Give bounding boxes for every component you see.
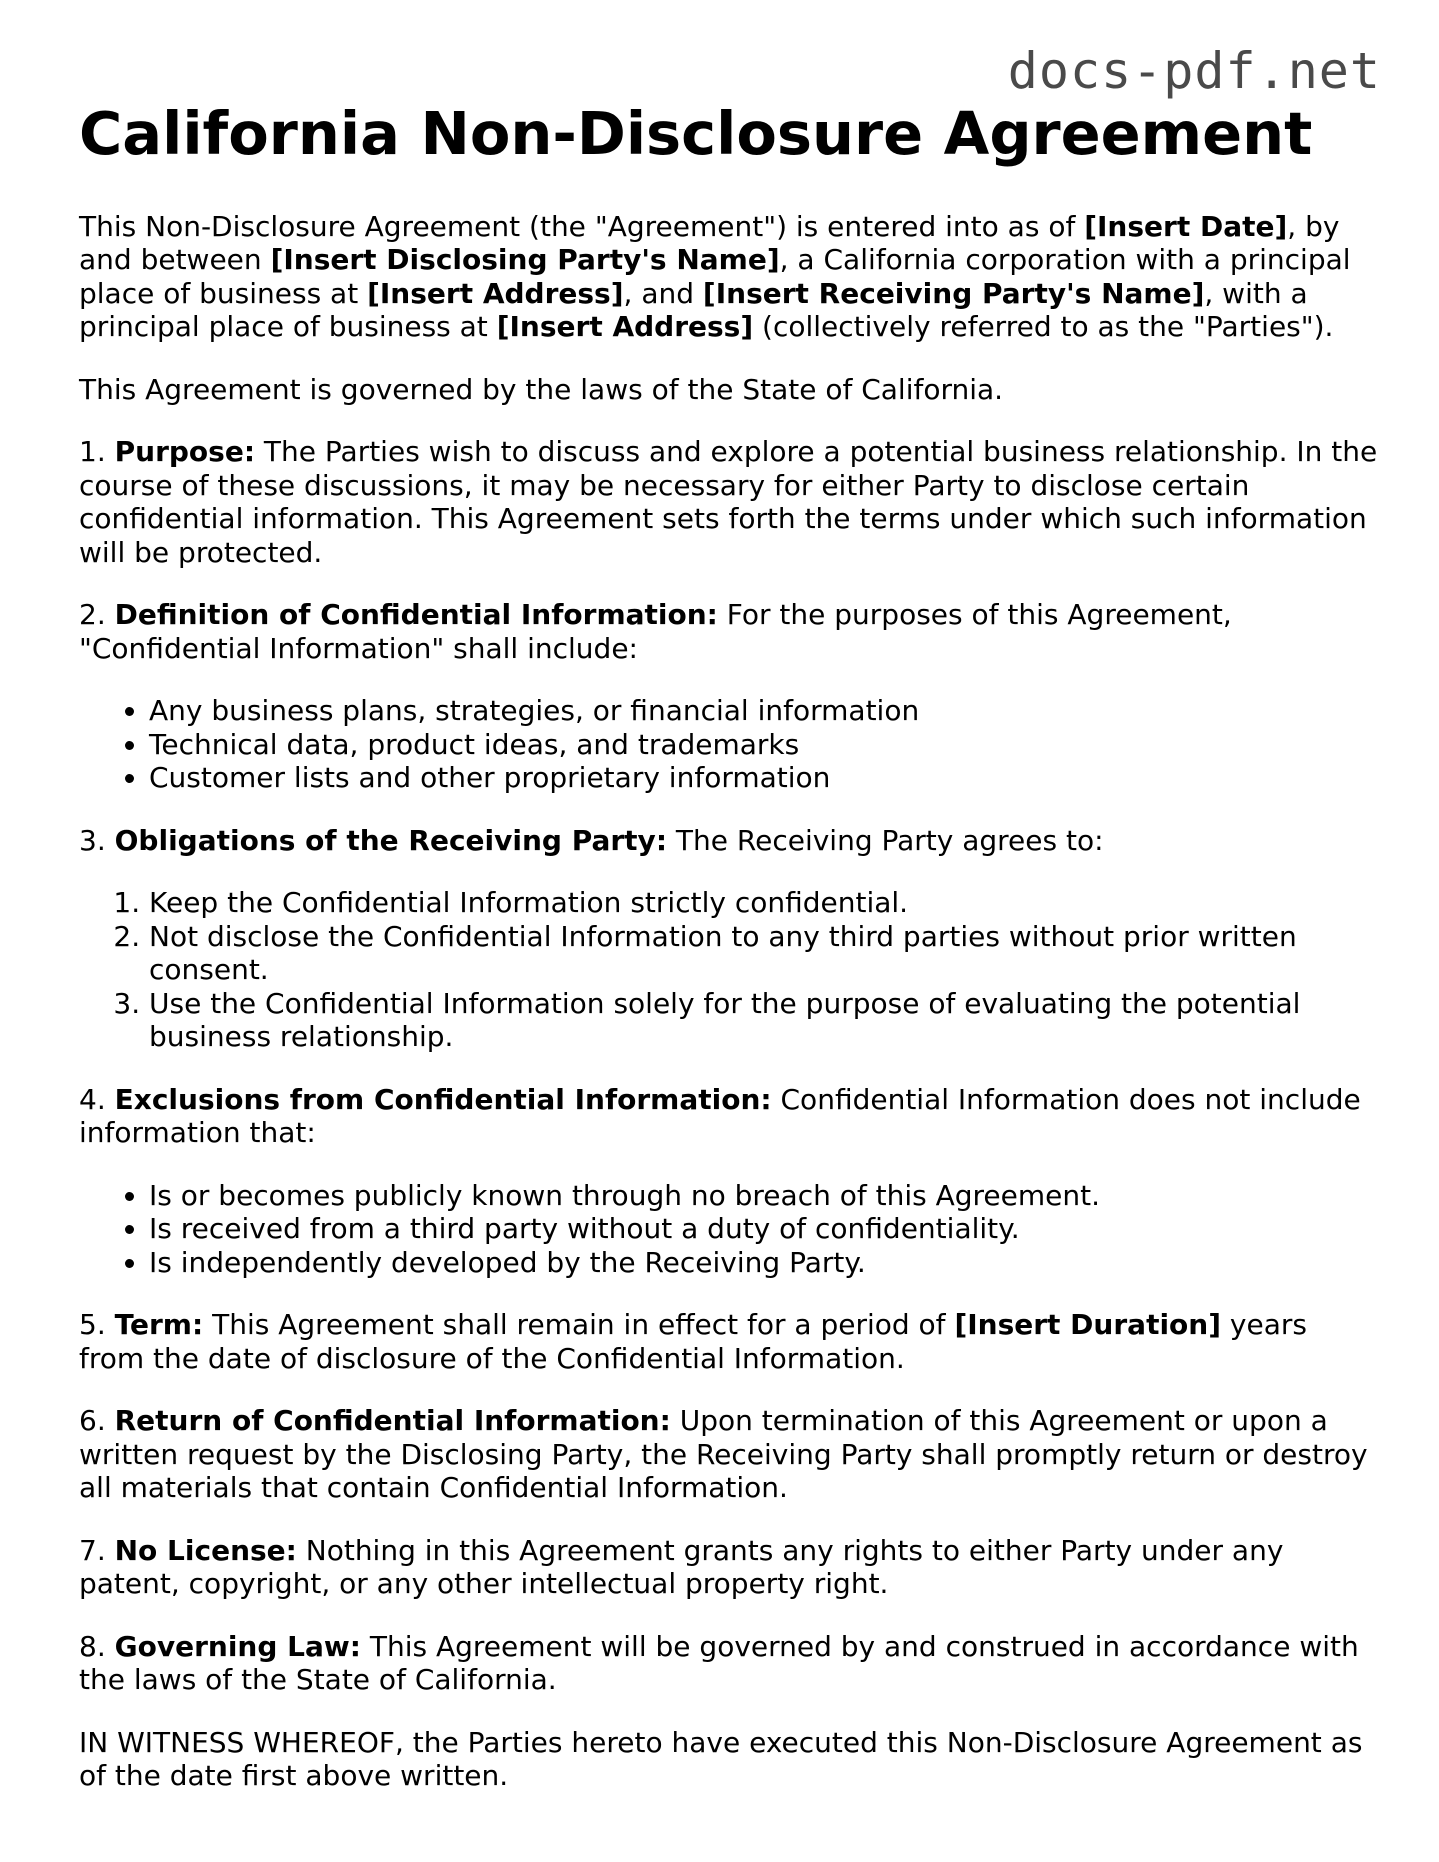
definition-list [79,694,1379,795]
section-number: 4. [79,1082,115,1116]
placeholder-disclosing-party-name: [Insert Disclosing Party's Name] [270,243,780,277]
section-heading: Governing Law: [114,1629,361,1663]
intro-text-3: , a California corporation with a principal place of business at [79,243,1351,310]
placeholder-address-2: [Insert Address] [496,310,754,344]
section-number: 3. [79,823,115,857]
section-number: 6. [79,1404,115,1438]
list-item: 3. Use the Confidential Information solely for the purpose of evaluating the potential business relationship. [149,987,1379,1054]
list-item: • Customer lists and other proprietary information [149,761,1379,795]
placeholder-date: [Insert Date] [1084,209,1288,243]
section-text: Nothing in this Agreement grants any rights to either Party under any patent, copyright, or any other intellectual property right. [79,1533,1284,1601]
section-exclusions [79,1083,1379,1150]
placeholder-address-1: [Insert Address] [367,276,624,310]
governed-paragraph: This Agreement is governed by the laws of the State of California. [79,372,1004,406]
list-item: • Any business plans, strategies, or financial information [149,694,1379,728]
section-text: The Parties wish to discuss and explore a potential business relationship. In the course of these discussions, it may be necessary for either Party to disclose certain confidential information. This Agreement sets forth the terms under which such information will be protected. [79,435,1378,569]
section-heading: Exclusions from Confidential Information: [114,1082,772,1116]
section-number: 1. [79,435,115,469]
placeholder-receiving-party-name: [Insert Receiving Party's Name] [702,276,1205,310]
section-number: 7. [79,1533,115,1567]
list-item: • Is or becomes publicly known through no breach of this Agreement. [149,1179,1379,1213]
section-text: Upon termination of this Agreement or upon a written request by the Disclosing Party, the Receiving Party shall promptly return or destroy all materials that contain Confidential Information. [79,1404,1368,1505]
watermark-text: docs-pdf.net [1007,42,1381,100]
section-no-license [79,1534,1379,1601]
exclusions-list [79,1179,1379,1280]
intro-text-6: (collectively referred to as the "Parties"). [753,310,1334,344]
section-text: Confidential Information does not include information that: [79,1082,1361,1150]
list-item: • Is independently developed by the Receiving Party. [149,1246,1379,1280]
section-definition [79,598,1379,665]
section-heading: Return of Confidential Information: [114,1404,671,1438]
list-item: 1. Keep the Confidential Information strictly confidential. [149,886,1379,920]
placeholder-duration: [Insert Duration] [954,1308,1222,1342]
section-text: For the purposes of this Agreement, "Confidential Information" shall include: [79,598,1232,665]
section-heading: No License: [114,1533,297,1567]
list-item: • Is received from a third party without a duty of confidentiality. [149,1212,1379,1246]
document-title: California Non-Disclosure Agreement [79,99,1313,168]
section-obligations [79,824,1379,858]
section-purpose [79,435,1379,569]
intro-paragraph [79,210,1379,344]
intro-text-2: , by and between [79,209,1340,277]
obligations-list [79,886,1379,1054]
section-number: 2. [79,598,115,632]
document-page [79,0,1379,1793]
section-heading: Obligations of the Receiving Party: [114,823,668,857]
section-return [79,1404,1379,1505]
section-term [79,1308,1379,1375]
list-item: • Technical data, product ideas, and trademarks [149,728,1379,762]
section-text: This Agreement shall remain in effect for a period of [203,1308,955,1342]
section-text: This Agreement will be governed by and construed in accordance with the laws of the State of California. [79,1629,1359,1697]
section-text: The Receiving Party agrees to: [667,823,1104,857]
section-text: years from the date of disclosure of the Confidential Information. [79,1308,1307,1375]
intro-text-4: , and [623,276,703,310]
section-number: 5. [79,1308,115,1342]
section-governing-law [79,1630,1379,1697]
intro-text-1: This Non-Disclosure Agreement (the "Agreement") is entered into as of [79,209,1085,243]
intro-text-5: , with a principal place of business at [79,276,1308,344]
section-heading: Definition of Confidential Information: [114,598,718,632]
list-item: 2. Not disclose the Confidential Information to any third parties without prior written consent. [149,920,1379,987]
witness-paragraph: IN WITNESS WHEREOF, the Parties hereto have executed this Non-Disclosure Agreement as of the date first above written. [79,1725,1363,1793]
section-number: 8. [79,1629,115,1663]
section-heading: Term: [114,1308,204,1342]
section-heading: Purpose: [114,435,256,469]
